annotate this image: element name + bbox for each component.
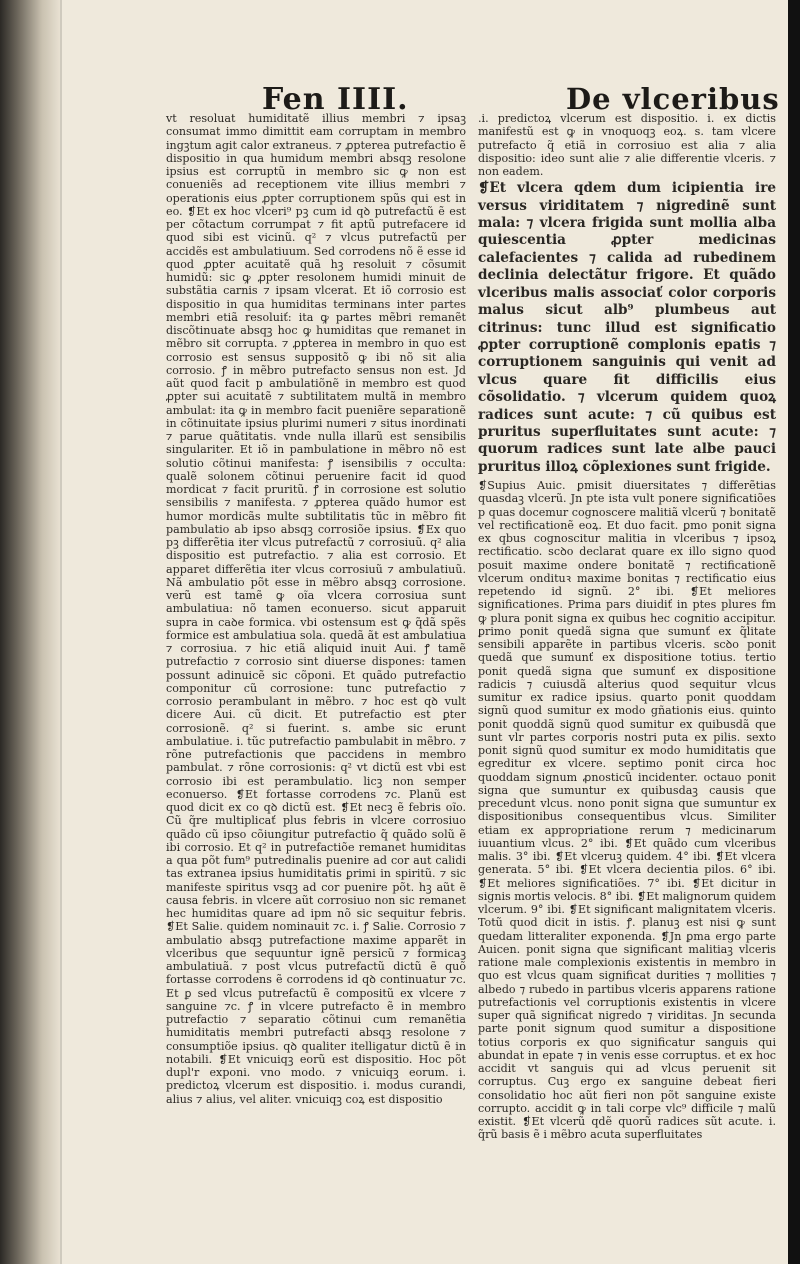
paragraph: ❡Supius Auic. ꝑmisit diuersitates ⁊ differẽtias quasdaꝫ vlcerũ. Jn pte ista vult ponere significatiões p quas docemur cognoscere malitiã vlcerũ ⁊ bonitatẽ vel rectificationẽ eoꝝ. Et duo facit. ꝑmo ponit signa ex qbus cognoscitur malitia in vlceribus ⁊ ipsoꝝ rectificatio. scꝺo declarat quare ex illo signo quod posuit maxime ondere bonitatẽ ⁊ rectificationẽ vlcerum ondituꝛ maxime bonitas ⁊ rectificatio eius repetendo id signũ. 2° ibi. ❡Et meliores significationes. Prima pars diuidiť in ptes plures fm ꝙ plura ponit signa ex quibus hec cognitio accipitur. ꝑrimo ponit quedã signa que sumunť ex q̃litate sensibili apparẽte in partibus vlceris. scꝺo ponit quedã que sumunť ex dispositione totius. tertio ponit quedã signa que sumunť ex dispositione radicis ⁊ cuiusdã alterius quod sequitur vlcus sumitur ex radice ipsius. quarto ponit quoddam signũ quod sumitur ex modo gñationis eius. quinto ponit quoddã signũ quod sumitur ex quibusdã que sunt vlr partes corporis nostri puta ex pilis. sexto ponit signũ quod sumitur ex modo humiditatis que egreditur ex vlcere. septimo ponit circa hoc quoddam signum ꝓnosticũ incidenter. octauo ponit signa que sumuntur ex quibusdaꝫ causis que precedunt vlcus. nono ponit signa que sumuntur ex dispositionibus consequentibus vlcus. Similiter etiam ex appropriatione rerum ⁊ medicinarum iuuantium vlcus. 2° ibi. ❡Et quãdo cum vlceribus malis. 3° ibi. ❡Et vlceruꝫ quidem. 4° ibi. ❡Et vlcera generata. 5° ibi. ❡Et vlcera decientia pilos. 6° ibi. ❡Et meliores significatiões. 7° ibi. ❡Et dicitur in signis mortis velocis. 8° ibi. ❡Et malignorum quidem vlcerum. 9° ibi. ❡Et significant malignitatem vlceris. Totũ quod dicit in istis. ꝭ. planuꝫ est nisi ꝙ sunt quedam litteraliter exponenda. ❡Jn ꝑma ergo parte Auicen. ponit signa que significant malitiaꝫ vlceris ratione male complexionis existentis in membro in quo est vlcus quam significat durities ⁊ mollities ⁊ albedo ⁊ rubedo in partibus vlceris apparens ratione putrefactionis vel corruptionis existentis in vlcere super quã significat nigredo ⁊ viriditas. Jn secunda parte ponit signum quod sumitur a dispositione totius corporis ex quo significatur sanguis qui abundat in epate ⁊ in venis esse corruptus. et ex hoc accidit vt sanguis qui ad vlcus peruenit sit corruptus. Cuꝫ ergo ex sanguine debeat fieri consolidatio hoc aũt fieri non põt sanguine existe corrupto. accidit ꝙ in tali corpe vlc⁹ difficile ⁊ malũ existit. ❡Et vlcerũ qdẽ quorũ radices sũt acute. i. q̃rũ basis ẽ i mẽbro acuta superfluitates	[478, 479, 776, 1142]
paragraph-lemma: ❡Et vlcera qdem dum icipientia ire versus viriditatem ⁊ nigredinẽ sunt mala: ⁊ vlcera frigida sunt mollia alba quiescentia ꝓpter medicinas calefacientes ⁊ calida ad rubedinem declinia delectãtur frigore. Et quãdo vlceribus malis associať color corporis malus sicut alb⁹ plumbeus aut citrinus: tunc illud est significatio ꝓpter corruptionẽ complonis epatis ⁊ corruptionem sanguinis qui venit ad vlcus quare fit difficilis eius cõsolidatio. ⁊ vlcerum quidem quoꝝ radices sunt acute: ⁊ cũ quibus est pruritus superfluitates sunt acute: ⁊ quorum radices sunt late albe pauci pruritus illoꝝ cõplexiones sunt frigide.	[478, 180, 776, 475]
gutter-line	[60, 0, 62, 1264]
paragraph: .i. predictoꝝ vlcerum est dispositio. i. ex dictis manifestũ est ꝙ in vnoquoqꝫ eoꝝ. s. tam vlcere putrefacto q̃ etiã in corrosiuo est alia ⁊ alia dispositio: ideo sunt alie ⁊ alie differentie vlceris. ⁊ non eadem.	[478, 112, 776, 178]
page-gutter-shadow	[0, 0, 60, 1264]
running-head-right: De vlceribus	[566, 82, 780, 116]
page-edge	[788, 0, 800, 1264]
text-column-left	[166, 112, 466, 1122]
paragraph: vt resoluat humiditatẽ illius membri ⁊ ipsaꝫ consumat immo dimittit eam corruptam in membro ingꝫtum agit calor extraneus. ⁊ ꝓpterea putrefactio ẽ dispositio in qua humidum membri absqꝫ resolone ipsius est corruptũ in membro sic ꝙ non est conueniẽs ad receptionem vite illius membri ⁊ operationis eius ꝓpter corruptionem spũs qui est in eo. ❡Et ex hoc vlceri⁹ pꝫ cum id qꝺ putrefactũ ẽ est per cõtactum corrumpat ⁊ fit aptũ putrefacere id quod sibi est vicinũ. q² ⁊ vlcus putrefactũ per accidẽs est ambulatiuum. Sed corrodens nõ ẽ esse id quod ꝓpter acuitatẽ quã hꝫ resoluit ⁊ cõsumit humidũ: sic ꝙ ꝓpter resolonem humidi minuit de substãtia carnis ⁊ ipsam vlcerat. Et iõ corrosio est dispositio in qua humiditas terminans inter partes membri etiã resoluiť: ita ꝙ partes mẽbri remanẽt discõtinuate absqꝫ hoc ꝙ humiditas que remanet in mẽbro sit corrupta. ⁊ ꝓpterea in membro in quo est corrosio est sensus suppositõ ꝙ ibi nõ sit alia corrosio. ꝭ in mẽbro putrefacto sensus non est. Jd aũt quod facit p ambulatiõnẽ in membro est quod ꝓpter sui acuitatẽ ⁊ subtilitatem multã in membro ambulat: ita ꝙ in membro facit pueniẽre separationẽ in cõtinuitate ipsius plurimi numeri ⁊ situs inordinati ⁊ parue quãtitatis. vnde nulla illarũ est sensibilis singulariter. Et iõ in pambulatione in mẽbro nõ est solutio cõtinui manifesta: ꝭ isensibilis ⁊ occulta: qualẽ solonem cõtinui peruenire facit id quod mordicat ⁊ facit pruritũ. ꝭ in corrosione est solutio sensibilis ⁊ manifesta. ⁊ ꝓpterea quãdo humor est humor mordicãs multe subtilitatis tũc in mẽbro fit pambulatio ab ipso absqꝫ corrosiõe ipsius. ❡Ex quo pꝫ differẽtia iter vlcus putrefactũ ⁊ corrosiuũ. q² alia dispositio est putrefactio. ⁊ alia est corrosio. Et apparet differẽtia iter vlcus corrosiuũ ⁊ ambulatiuũ. Nã ambulatio põt esse in mẽbro absqꝫ corrosione. verũ est tamẽ ꝙ oĩa vlcera corrosiua sunt ambulatiua: nõ tamen econuerso. sicut apparuit supra in caꝺe formica. vbi ostensum est ꝙ q̃dã spẽs formice est ambulatiua sola. quedã ãt est ambulatiua ⁊ corrosiua. ⁊ hic etiã aliquid inuit Aui. ꝭ tamẽ putrefactio ⁊ corrosio sint diuerse dispones: tamen possunt adinuicẽ sic cõponi. Et quãdo putrefactio componitur cũ corrosione: tunc putrefactio ⁊ corrosio perambulant in mẽbro. ⁊ hoc est qꝺ vult dicere Aui. cũ dicit. Et putrefactio est ꝑter corrosionẽ. q² si fuerint. s. ambe sic erunt ambulatiue. i. tũc putrefactio pambulabit in mẽbro. ⁊ rõne putrefactionis que paccidens in membro pambulat. ⁊ rõne corrosionis: q² vt dictũ est vbi est corrosio ibi est perambulatio. licꝫ non semper econuerso. ❡Et fortasse corrodens ⁊c. Planũ est quod dicit ex co qꝺ dictũ est. ❡Et necꝫ ẽ febris oĩo. Cũ q̃re multiplicať plus febris in vlcere corrosiuo quãdo cũ ipso cõiungitur putrefactio q̃ quãdo solũ ẽ ibi corrosio. Et q² in putrefactiõe remanet humiditas a qua põt fum⁹ putredinalis puenire ad cor aut calidi tas extranea ipsius humiditatis ꝑrimi in spiritũ. ⁊ sic manifeste spiritus vsqꝫ ad cor puenire põt. hꝫ aũt ẽ causa febris. in vlcere aũt corrosiuo non sic remanet hec humiditas quare ad ipm nõ sic sequitur febris. ❡Et Salie. quidem nominauit ⁊c. i. ꝭ Salie. Corrosio ⁊ ambulatio absqꝫ putrefactione maxime apparẽt in vlceribus que sequuntur ignẽ persicũ ⁊ formicaꝫ ambulatiuã. ⁊ post vlcus putrefactũ dictũ ẽ quõ fortasse corrodens ẽ corrodens id qꝺ continuatur ⁊c. Et ꝑ sed vlcus putrefactũ ẽ compositũ ex vlcere ⁊ sanguine ⁊c. ꝭ in vlcere putrefacto ẽ in membro putrefactio ⁊ separatio cõtinui cum remanẽtia humiditatis membri putrefacti absqꝫ resolone ⁊ consumptiõe ipsius. qꝺ qualiter itelligatur dictũ ẽ in notabili. ❡Et vnicuiqꝫ eorũ est dispositio. Hoc põt dupl'r exponi. vno modo. ⁊ vnicuiqꝫ eorum. i. predictoꝝ vlcerum est dispositio. i. modus curandi, alius ⁊ alius, vel aliter. vnicuiqꝫ coꝝ est dispositio	[166, 112, 466, 1106]
text-column-right	[478, 112, 776, 1142]
running-head-left: Fen IIII.	[262, 82, 409, 117]
